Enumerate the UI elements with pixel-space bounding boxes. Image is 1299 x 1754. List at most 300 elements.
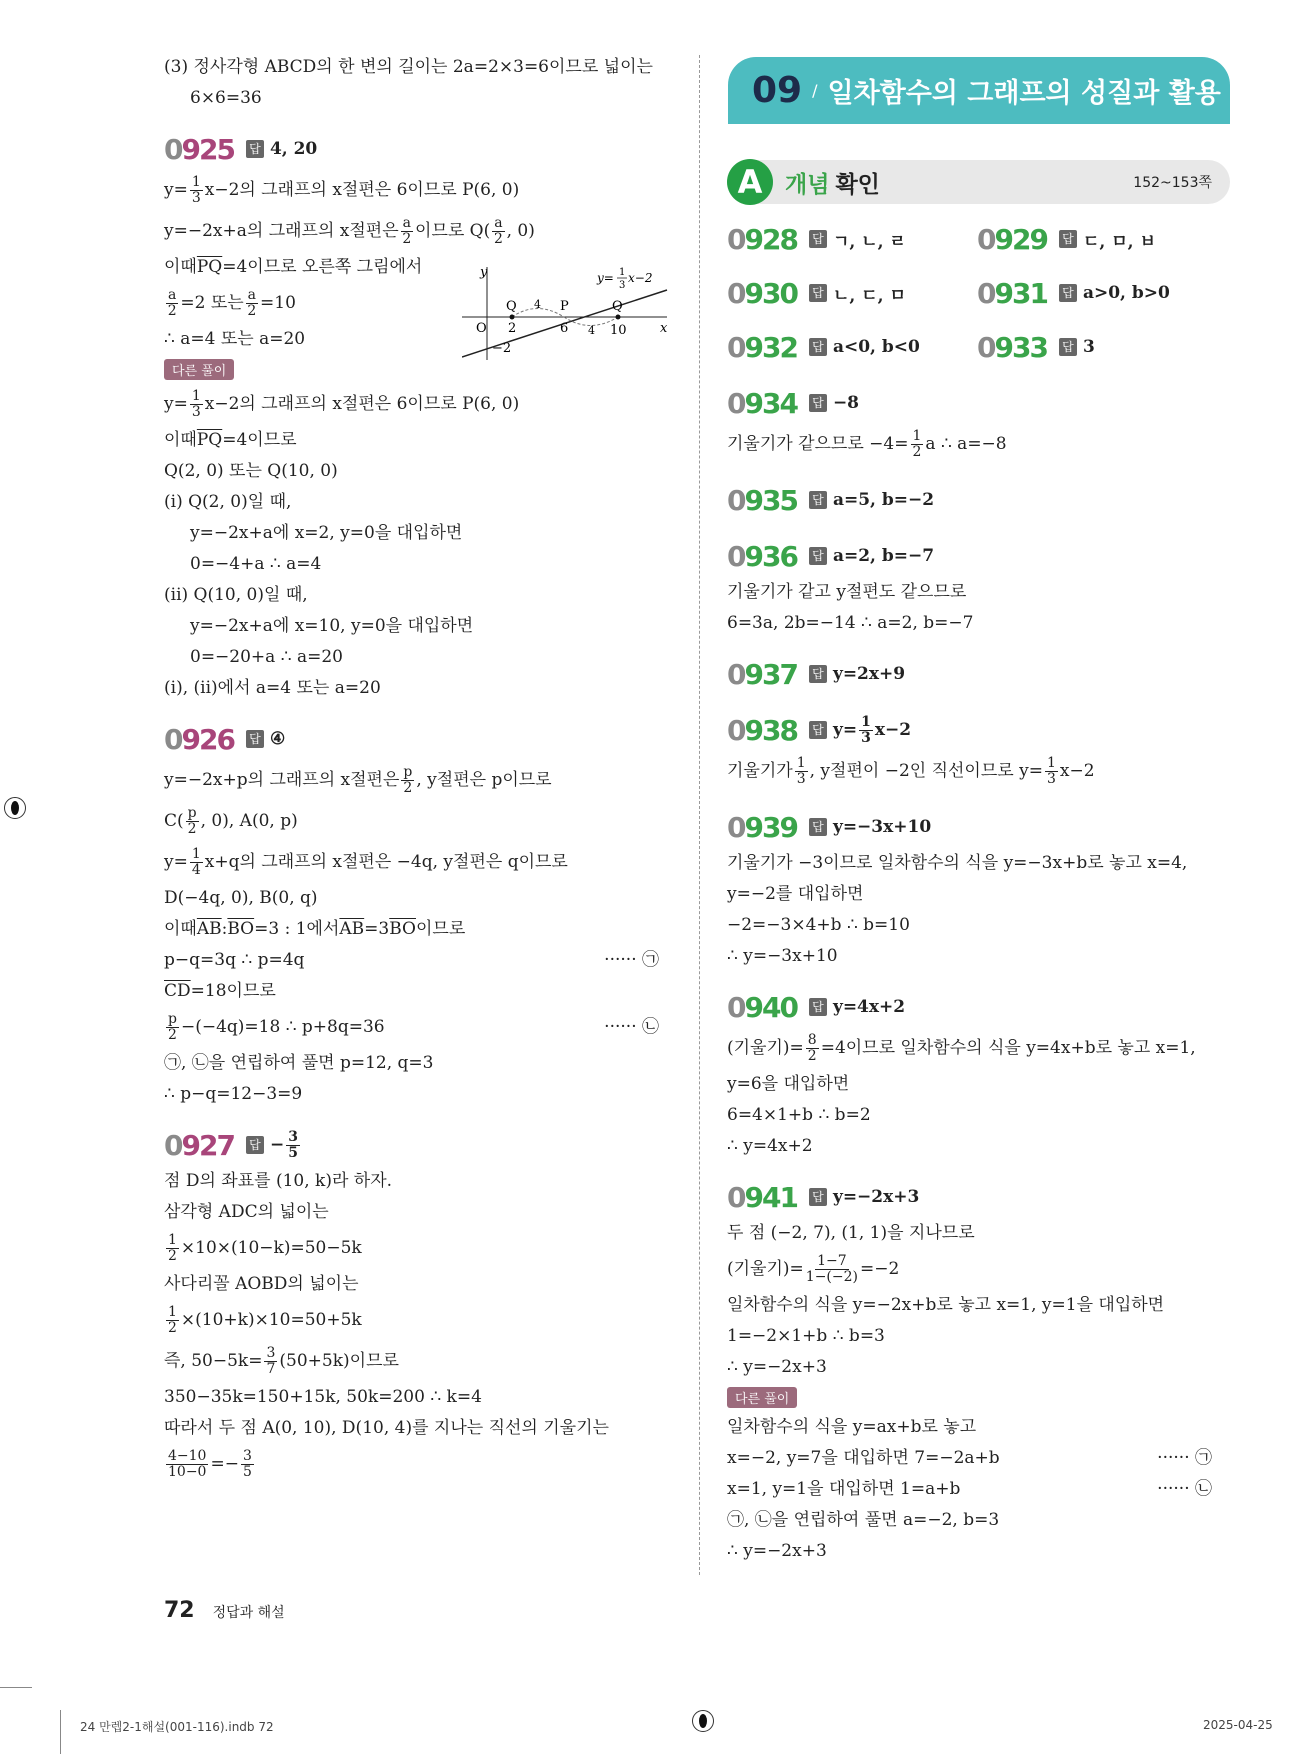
right-column — [727, 218, 1232, 1567]
solution-line — [164, 1382, 679, 1413]
equation-marker: ······ ㉡ — [1157, 1479, 1212, 1499]
chapter-header — [728, 57, 1230, 124]
problem-number-rest: 939 — [744, 810, 797, 844]
fraction — [166, 1305, 179, 1336]
answer-badge: 답 — [246, 1136, 264, 1154]
problem-number-lead: 0 — [727, 713, 745, 747]
text-run: a=5, b=−2 — [832, 490, 935, 510]
text-run: −8 — [832, 393, 860, 413]
crop-mark-vertical — [60, 1710, 61, 1754]
problem-header — [727, 535, 1232, 577]
denominator: 2 — [912, 444, 922, 460]
problem-number — [727, 484, 797, 517]
problem-number — [977, 277, 1047, 310]
solution-line — [164, 384, 679, 425]
text-run: 사다리꼴 AOBD의 넓이는 — [164, 1274, 359, 1294]
numerator: 3 — [266, 1345, 276, 1361]
text-run: 3 — [1082, 337, 1095, 357]
answer-badge: 답 — [246, 730, 264, 748]
tick-10: 10 — [610, 323, 627, 338]
text-run: D(−4q, 0), B(0, q) — [164, 888, 318, 908]
text-run: 이때 — [164, 430, 197, 450]
text-run: 이므로 Q( — [415, 221, 491, 241]
fraction — [795, 756, 808, 787]
denominator: 1−(−2) — [805, 1269, 858, 1285]
label-o: O — [476, 321, 487, 336]
solution-line — [727, 879, 1232, 910]
text-run: 이므로 — [415, 919, 466, 939]
text-run: y=−2x+a에 x=10, y=0을 대입하면 — [190, 616, 474, 636]
solution-line — [727, 751, 1232, 792]
answer-value — [833, 227, 906, 252]
text-run: ④ — [269, 729, 286, 749]
problem-header — [727, 709, 1232, 751]
solution-line — [164, 914, 679, 945]
answer-value — [1083, 337, 1095, 357]
text-run: x=−2, y=7을 대입하면 7=−2a+b — [727, 1448, 1000, 1468]
solution-line — [164, 1048, 679, 1079]
text-run: ∴ y=−2x+3 — [727, 1357, 827, 1377]
text-run: ㄷ, ㅁ, ㅂ — [1082, 231, 1156, 252]
problem-number — [977, 331, 1047, 364]
problem-header — [727, 1176, 1232, 1218]
text-run: 0=−20+a ∴ a=20 — [190, 647, 343, 667]
problem-number-rest: 936 — [744, 539, 797, 573]
problem-header — [727, 653, 1232, 695]
problem-header — [727, 218, 977, 260]
label-p: P — [560, 299, 569, 314]
text-run: 이때 — [164, 919, 197, 939]
problem-number — [727, 991, 797, 1024]
equation-marker: ······ ㉠ — [604, 950, 659, 970]
problem-header — [977, 272, 1227, 314]
text-run: 기울기가 −3이므로 일차함수의 식을 y=−3x+b로 놓고 x=4, — [727, 853, 1188, 873]
eq-label-den: 3 — [619, 280, 626, 291]
denominator: 2 — [168, 1027, 177, 1043]
text-run: =3 — [364, 919, 390, 939]
solution-line — [727, 1290, 1232, 1321]
problem-number — [727, 811, 797, 844]
alt-solution-tag: 다른 풀이 — [164, 359, 234, 380]
solution-line — [727, 424, 1232, 465]
fraction — [246, 288, 258, 319]
solution-line — [164, 1166, 679, 1197]
section-letter-badge: A — [727, 159, 773, 205]
text-run: ∴ y=−2x+3 — [727, 1541, 827, 1561]
text-run: , 0) — [506, 221, 535, 241]
text-run: (i) Q(2, 0)일 때, — [164, 492, 292, 512]
solution-line — [727, 1474, 1232, 1505]
text-run: y=−3x+10 — [832, 817, 932, 837]
chapter-slash: / — [812, 81, 818, 100]
eq-label-pre: y= — [597, 271, 614, 285]
text-run: y=−2x+a의 그래프의 x절편은 — [164, 221, 399, 241]
overline-segment: $\overline{BO}$ — [389, 919, 416, 939]
fraction — [186, 806, 199, 837]
text-run: 이때 — [164, 257, 197, 277]
answer-value — [1083, 227, 1156, 252]
answer-badge: 답 — [809, 1188, 827, 1206]
text-run: Q(2, 0) 또는 Q(10, 0) — [164, 461, 338, 481]
fraction — [190, 847, 203, 878]
text-run: y=4x+2 — [832, 997, 906, 1017]
problem-header — [727, 479, 1232, 521]
label-q1: Q — [506, 299, 517, 314]
section-pages: 152~153쪽 — [1133, 175, 1212, 191]
solution-line — [164, 673, 679, 704]
fraction — [806, 1254, 858, 1285]
solution-line — [164, 1269, 679, 1300]
denominator: 2 — [167, 303, 177, 319]
problem-number-lead: 0 — [977, 276, 995, 310]
text-run: −2=−3×4+b ∴ b=10 — [727, 915, 910, 935]
problem-number-rest: 929 — [994, 222, 1047, 256]
text-run: 두 점 (−2, 7), (1, 1)을 지나므로 — [727, 1223, 975, 1243]
text-run: x=1, y=1을 대입하면 1=a+b — [727, 1479, 961, 1499]
text-run: , y절편은 p이므로 — [416, 770, 552, 790]
problem-number — [164, 1129, 234, 1162]
numerator: 1 — [191, 846, 201, 862]
problem-number — [977, 223, 1047, 256]
numerator: 1 — [191, 388, 201, 404]
problem-number — [727, 658, 797, 691]
denominator: 2 — [247, 303, 257, 319]
denominator: 2 — [187, 821, 197, 837]
solution-line — [164, 1007, 679, 1048]
text-run: =18이므로 — [190, 981, 276, 1001]
text-run: y=−2를 대입하면 — [727, 884, 864, 904]
text-run: (50+5k)이므로 — [279, 1351, 399, 1371]
answer-badge: 답 — [246, 140, 264, 158]
tick-6: 6 — [560, 321, 569, 336]
problem-number-rest: 932 — [744, 330, 797, 364]
text-run: a ∴ a=−8 — [925, 434, 1007, 454]
problem-number-rest: 934 — [744, 386, 797, 420]
numerator: a — [168, 287, 177, 303]
label-x: x — [660, 321, 668, 336]
problem-number-lead: 0 — [727, 483, 745, 517]
answer-value — [833, 546, 934, 566]
text-run: ∴ y=4x+2 — [727, 1136, 813, 1156]
solution-line — [164, 487, 679, 518]
denominator: 2 — [168, 1320, 177, 1336]
text-run: (기울기)= — [727, 1038, 804, 1058]
answer-badge: 답 — [809, 491, 827, 509]
point-q1 — [510, 315, 515, 320]
fraction — [190, 389, 203, 420]
text-run: 일차함수의 식을 y=−2x+b로 놓고 x=1, y=1을 대입하면 — [727, 1295, 1165, 1315]
solution-line — [164, 883, 679, 914]
problem-number-lead: 0 — [977, 330, 995, 364]
solution-line — [164, 580, 679, 611]
problem-number-lead: 0 — [727, 222, 745, 256]
text-run: , y절편이 −2인 직선이므로 y= — [809, 761, 1043, 781]
solution-line — [164, 518, 679, 549]
text-run: C( — [164, 811, 184, 831]
fraction — [264, 1346, 277, 1377]
numerator: 1 — [168, 1304, 177, 1320]
text-run: =4이므로 — [222, 430, 297, 450]
problem-number-lead: 0 — [164, 132, 182, 166]
fraction — [859, 715, 873, 746]
answer-badge: 답 — [809, 998, 827, 1016]
solution-line — [164, 1444, 679, 1485]
solution-line — [727, 1100, 1232, 1131]
answer-badge: 답 — [809, 230, 827, 248]
registration-mark-icon — [4, 797, 26, 819]
fraction — [806, 1033, 819, 1064]
fraction — [166, 1449, 208, 1480]
solution-line — [727, 910, 1232, 941]
answer-value — [833, 281, 906, 306]
text-run: 1=−2×1+b ∴ b=3 — [727, 1326, 885, 1346]
numerator: 1−7 — [817, 1253, 847, 1269]
solution-line — [164, 945, 679, 976]
text-run: , 0), A(0, p) — [200, 811, 298, 831]
print-file-name: 24 만렙2-1해설(001-116).indb 72 — [80, 1720, 274, 1734]
solution-line — [164, 549, 679, 580]
answer-badge: 답 — [1059, 338, 1077, 356]
numerator: 1 — [796, 755, 806, 771]
solution-line — [164, 1228, 679, 1269]
text-run: =−2 — [859, 1259, 900, 1279]
text-run: ∴ y=−3x+10 — [727, 946, 838, 966]
solution-line — [727, 1443, 1232, 1474]
label-q2: Q — [612, 299, 623, 314]
right-flow — [727, 382, 1232, 1567]
text-run: − — [269, 1135, 285, 1155]
denominator: 4 — [191, 862, 201, 878]
fraction — [166, 288, 178, 319]
text-run: : — [221, 919, 228, 939]
chapter-title: 일차함수의 그래프의 성질과 활용 — [827, 78, 1221, 109]
numerator: 3 — [288, 1128, 298, 1145]
label-y: y — [480, 265, 488, 280]
graph-figure — [462, 262, 672, 362]
denominator: 5 — [242, 1464, 252, 1480]
text-run: (기울기)= — [727, 1259, 804, 1279]
overline-segment: $\overline{AB}$ — [196, 919, 222, 939]
fraction — [286, 1130, 300, 1161]
problem-number — [727, 277, 797, 310]
problem-header — [727, 382, 1232, 424]
footer-title: 정답과 해설 — [212, 1605, 285, 1621]
registration-mark-icon — [692, 1710, 714, 1732]
problem-header — [164, 718, 679, 760]
answer-badge: 답 — [809, 818, 827, 836]
text-run: y=−2x+3 — [832, 1187, 920, 1207]
answer-value — [270, 1130, 302, 1161]
numerator: p — [168, 1011, 177, 1027]
problem-number-lead: 0 — [727, 276, 745, 310]
solution-line — [727, 848, 1232, 879]
problem-header — [727, 326, 977, 368]
problem-number-rest: 941 — [744, 1180, 797, 1214]
solution-line — [164, 842, 679, 883]
section-title-green: 개념 — [785, 171, 830, 198]
alt-solution-tag: 다른 풀이 — [727, 1387, 797, 1408]
answer-badge: 답 — [809, 338, 827, 356]
answer-grid — [727, 218, 1232, 368]
text-run: ∴ a=4 또는 a=20 — [164, 329, 306, 349]
overline-segment: $\overline{BO}$ — [227, 919, 255, 939]
problem-number — [727, 540, 797, 573]
problem-number-rest: 927 — [181, 1128, 234, 1162]
text-run: =10 — [260, 293, 296, 313]
problem-number — [727, 714, 797, 747]
answer-value — [1083, 283, 1170, 303]
solution-line — [727, 608, 1232, 639]
text-run: 기울기가 같고 y절편도 같으므로 — [727, 582, 967, 602]
solution-line — [164, 1300, 679, 1341]
alt-solution-row — [727, 1383, 1232, 1412]
solution-line — [164, 1341, 679, 1382]
problem-number-lead: 0 — [727, 330, 745, 364]
text-run: (3) 정사각형 ABCD의 한 변의 길이는 2a=2×3=6이므로 넓이는 — [164, 57, 653, 77]
section-header — [728, 160, 1230, 204]
problem-number-rest: 937 — [744, 657, 797, 691]
fraction — [166, 1233, 179, 1264]
solution-line — [727, 1321, 1232, 1352]
answer-value — [270, 729, 285, 749]
text-run: =2 또는 — [180, 293, 244, 313]
answer-badge: 답 — [809, 721, 827, 739]
answer-badge: 답 — [809, 284, 827, 302]
answer-value — [833, 997, 905, 1017]
text-run: y= — [164, 394, 188, 414]
column-divider — [699, 55, 700, 1575]
problem-number-rest: 940 — [744, 990, 797, 1024]
solution-line — [727, 1218, 1232, 1249]
text-run: 일차함수의 식을 y=ax+b로 놓고 — [727, 1417, 977, 1437]
text-run: ㄴ, ㄷ, ㅁ — [832, 285, 906, 306]
solution-line — [164, 52, 679, 83]
denominator: 2 — [168, 1248, 177, 1264]
text-run: y=2x+9 — [832, 664, 906, 684]
text-run: 기울기가 — [727, 761, 793, 781]
text-run: 6=4×1+b ∴ b=2 — [727, 1105, 871, 1125]
text-run: x+q의 그래프의 x절편은 −4q, y절편은 q이므로 — [204, 852, 568, 872]
crop-mark — [0, 1687, 32, 1688]
problem-number-lead: 0 — [727, 386, 745, 420]
problem-number — [164, 723, 234, 756]
problem-header — [727, 986, 1232, 1028]
solution-line — [727, 941, 1232, 972]
problem-number-lead: 0 — [164, 722, 182, 756]
solution-line — [727, 1505, 1232, 1536]
denominator: 3 — [191, 190, 201, 206]
point-q2 — [616, 315, 621, 320]
denominator: 2 — [403, 780, 413, 796]
answer-value — [270, 139, 317, 159]
solution-line — [164, 760, 679, 801]
text-run: =3 : 1에서 — [254, 919, 340, 939]
solution-line — [164, 170, 679, 211]
text-run: (ii) Q(10, 0)일 때, — [164, 585, 308, 605]
solution-line — [727, 1131, 1232, 1162]
problem-number-rest: 925 — [181, 132, 234, 166]
numerator: p — [403, 764, 413, 780]
answer-badge: 답 — [809, 547, 827, 565]
numerator: 8 — [807, 1032, 817, 1048]
denominator: 3 — [796, 771, 806, 787]
numerator: 4−10 — [168, 1448, 207, 1464]
text-run: ㄱ, ㄴ, ㄹ — [832, 231, 906, 252]
problem-number-rest: 931 — [994, 276, 1047, 310]
denominator: 3 — [861, 729, 871, 746]
problem-number-lead: 0 — [727, 990, 745, 1024]
answer-badge: 답 — [1059, 230, 1077, 248]
page-number: 72 — [164, 1598, 195, 1623]
solution-line — [164, 1079, 679, 1110]
solution-line — [164, 1413, 679, 1444]
text-run: y=−2x+p의 그래프의 x절편은 — [164, 770, 400, 790]
text-run: y=6을 대입하면 — [727, 1074, 850, 1094]
text-run: 4, 20 — [269, 139, 318, 159]
text-run: a=2, b=−7 — [832, 546, 935, 566]
text-run: ×10×(10−k)=50−5k — [180, 1238, 362, 1258]
answer-value — [833, 715, 911, 746]
problem-header — [977, 326, 1227, 368]
problem-number-lead: 0 — [727, 657, 745, 691]
tick-2: 2 — [508, 321, 517, 336]
denominator: 3 — [191, 404, 201, 420]
problem-header — [727, 272, 977, 314]
answer-badge: 답 — [1059, 284, 1077, 302]
answer-value — [833, 337, 920, 357]
text-run: 따라서 두 점 A(0, 10), D(10, 4)를 지나는 직선의 기울기는 — [164, 1418, 609, 1438]
fraction — [166, 1012, 179, 1043]
solution-line — [164, 611, 679, 642]
text-run: ∴ p−q=12−3=9 — [164, 1084, 303, 1104]
distance-label-2: 4 — [588, 324, 595, 337]
text-run: 350−35k=150+15k, 50k=200 ∴ k=4 — [164, 1387, 482, 1407]
problem-number-rest: 926 — [181, 722, 234, 756]
text-run: (i), (ii)에서 a=4 또는 a=20 — [164, 678, 381, 698]
solution-line — [727, 1352, 1232, 1383]
overline-segment: $\overline{PQ}$ — [196, 430, 223, 450]
solution-line — [164, 642, 679, 673]
text-run: =4이므로 일차함수의 식을 y=4x+b로 놓고 x=1, — [820, 1038, 1196, 1058]
answer-value — [833, 1187, 919, 1207]
text-run: p−q=3q ∴ p=4q — [164, 950, 305, 970]
problem-number — [727, 223, 797, 256]
text-run: =4이므로 오른쪽 그림에서 — [222, 257, 423, 277]
problem-number-lead: 0 — [727, 539, 745, 573]
distance-label-1: 4 — [534, 298, 541, 311]
solution-line — [727, 1028, 1232, 1069]
solution-line — [164, 83, 679, 114]
problem-number-lead: 0 — [727, 810, 745, 844]
problem-number-lead: 0 — [977, 222, 995, 256]
denominator: 5 — [288, 1144, 298, 1161]
text-run: y= — [832, 720, 858, 740]
text-run: ㉠, ㉡을 연립하여 풀면 p=12, q=3 — [164, 1053, 434, 1073]
denominator: 2 — [807, 1048, 817, 1064]
answer-value — [833, 393, 859, 413]
numerator: 1 — [1046, 755, 1056, 771]
print-date: 2025-04-25 — [1203, 1718, 1273, 1732]
numerator: 1 — [168, 1232, 177, 1248]
problem-number — [727, 331, 797, 364]
text-run: =− — [210, 1454, 239, 1474]
tick-minus-2: −2 — [492, 341, 512, 356]
numerator: 1 — [861, 713, 871, 730]
solution-line — [727, 577, 1232, 608]
solution-line — [727, 1536, 1232, 1567]
problem-number-lead: 0 — [727, 1180, 745, 1214]
fraction — [401, 765, 414, 796]
